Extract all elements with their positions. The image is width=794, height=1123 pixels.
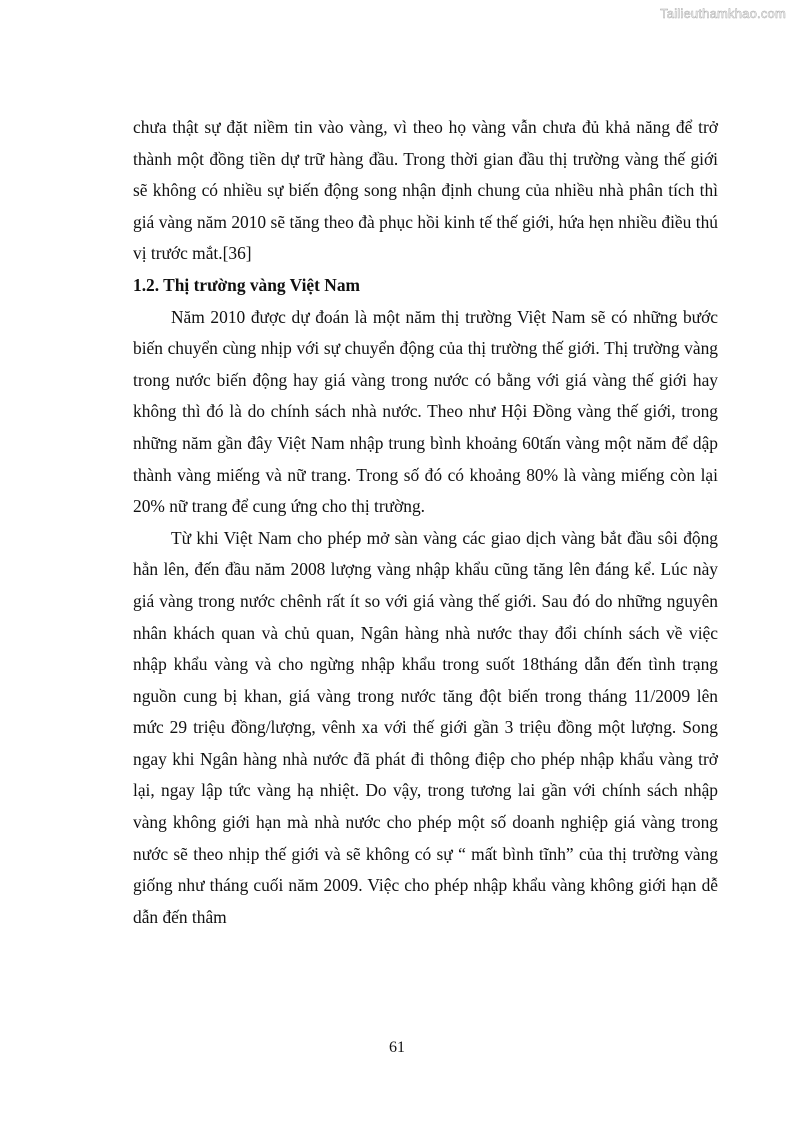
- section-heading: 1.2. Thị trường vàng Việt Nam: [133, 274, 360, 295]
- page-number: 61: [389, 1039, 405, 1056]
- paragraph-market-forecast: Năm 2010 được dự đoán là một năm thị trường Việt Nam sẽ có những bước biến chuyển cùng nhịp với sự chuyển động của thị trường thế giới. Thị trường vàng trong nước biến động hay giá vàng trong nước có bằng với giá vàng thế giới hay không thì đó là do chính sách nhà nước. Theo như Hội Đồng vàng thế giới, trong những năm gần đây Việt Nam nhập trung bình khoảng 60tấn vàng một năm để dập thành vàng miếng và nữ trang. Trong số đó có khoảng 80% là vàng miếng còn lại 20% nữ trang để cung ứng cho thị trường.: [133, 306, 718, 517]
- paragraph-continuation: chưa thật sự đặt niềm tin vào vàng, vì theo họ vàng vẫn chưa đủ khả năng để trở thành một đồng tiền dự trữ hàng đầu. Trong thời gian đầu thị trường vàng thế giới sẽ không có nhiều sự biến động song nhận định chung của nhiều nhà phân tích thì giá vàng năm 2010 sẽ tăng theo đà phục hồi kinh tế thế giới, hứa hẹn nhiều điều thú vị trước mắt.[36]: [133, 117, 718, 264]
- paragraph-gold-trading: Từ khi Việt Nam cho phép mở sàn vàng các giao dịch vàng bắt đầu sôi động hẳn lên, đến đầu năm 2008 lượng vàng nhập khẩu cũng tăng lên đáng kể. Lúc này giá vàng trong nước chênh rất ít so với giá vàng thế giới. Sau đó do những nguyên nhân khách quan và chủ quan, Ngân hàng nhà nước thay đổi chính sách về việc nhập khẩu vàng và cho ngừng nhập khẩu trong suốt 18tháng dẫn đến tình trạng nguồn cung bị khan, giá vàng trong nước tăng đột biến trong tháng 11/2009 lên mức 29 triệu đồng/lượng, vênh xa với thế giới gần 3 triệu đồng một lượng. Song ngay khi Ngân hàng nhà nước đã phát đi thông điệp cho phép nhập khẩu vàng trở lại, ngay lập tức vàng hạ nhiệt. Do vậy, trong tương lai gần với chính sách nhập vàng không giới hạn mà nhà nước cho phép một số doanh nghiệp giá vàng trong nước sẽ theo nhịp thế giới và sẽ không có sự “ mất bình tĩnh” của thị trường vàng giống như tháng cuối năm 2009. Việc cho phép nhập khẩu vàng không giới hạn dễ dẫn đến thâm: [133, 527, 718, 927]
- page-body: [133, 112, 718, 933]
- watermark-text: Tailieuthamkhao.com: [660, 6, 786, 21]
